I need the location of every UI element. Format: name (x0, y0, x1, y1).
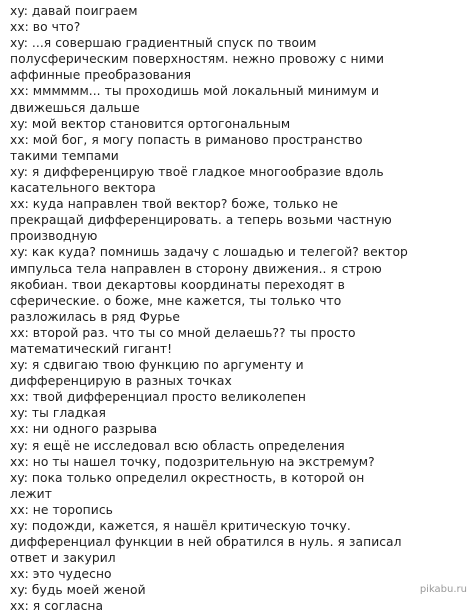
chat-line: касательного вектора (10, 181, 156, 196)
chat-line: xy: я сдвигаю твою функцию по аргументу и (10, 358, 304, 373)
chat-line: xy: подожди, кажется, я нашёл критическую точку. (10, 519, 351, 533)
chat-line: математический гигант! (10, 341, 173, 356)
chat-line: xx: но ты нашел точку, подозрительную на экстремум? (10, 454, 375, 469)
chat-line: xy: будь моей женой (10, 583, 146, 598)
chat-line: ответ и закурил (10, 551, 116, 566)
chat-line: xx: это чудесно (10, 567, 112, 582)
chat-line: производную (10, 229, 98, 244)
chat-line: xx: я согласна (10, 599, 104, 614)
chat-line: дифференцирую в разных точках (10, 374, 232, 389)
chat-line: xx: твой дифференциал просто великолепен (10, 390, 307, 405)
chat-line: xx: мммммм... ты проходишь мой локальный минимум и (10, 84, 380, 99)
chat-line: xx: второй раз. что ты со мной делаешь?? ты просто (10, 325, 356, 340)
chat-line: xy: как куда? помнишь задачу с лошадью и телегой? вектор (10, 245, 408, 260)
chat-line: якобиан. твои декартовы координаты переходят в (10, 277, 345, 292)
chat-line: движешься дальше (10, 100, 140, 115)
chat-line: сферические. о боже, мне кажется, ты только что (10, 293, 342, 308)
chat-line: xx: куда направлен твой вектор? боже, только не (10, 197, 339, 212)
chat-line: xy: я ещё не исследовал всю область определения (10, 438, 345, 453)
chat-line: xy: я дифференцирую твоё гладкое многообразие вдоль (10, 164, 384, 179)
chat-line: xx: мой бог, я могу попасть в риманово пространство (10, 132, 363, 147)
chat-line: xx: во что? (10, 20, 81, 35)
chat-line: дифференциал функции в ней обратился в нуль. я записал (10, 535, 402, 550)
chat-line: xy: давай поиграем (10, 4, 138, 18)
chat-line: разложилась в ряд Фурье (10, 309, 181, 324)
chat-line: xx: не торопись (10, 502, 113, 517)
chat-line: xy: ...я совершаю градиентный спуск по твоим (10, 36, 317, 51)
chat-line: аффинные преобразования (10, 68, 192, 83)
watermark: pikabu.ru (419, 584, 467, 595)
chat-log (10, 3, 462, 615)
chat-line: xx: ни одного разрыва (10, 422, 158, 437)
chat-line: импульса тела направлен в сторону движения.. я строю (10, 261, 382, 276)
chat-line: прекращай дифференцировать. а теперь возьми частную (10, 213, 392, 228)
chat-line: xy: пока только определил окрестность, в которой он (10, 470, 365, 485)
chat-line: xy: мой вектор становится ортогональным (10, 116, 291, 131)
chat-line: полусферическим поверхностям. нежно провожу с ними (10, 52, 384, 67)
chat-line: xy: ты гладкая (10, 406, 106, 421)
chat-line: такими темпами (10, 148, 119, 163)
chat-line: лежит (10, 486, 52, 501)
